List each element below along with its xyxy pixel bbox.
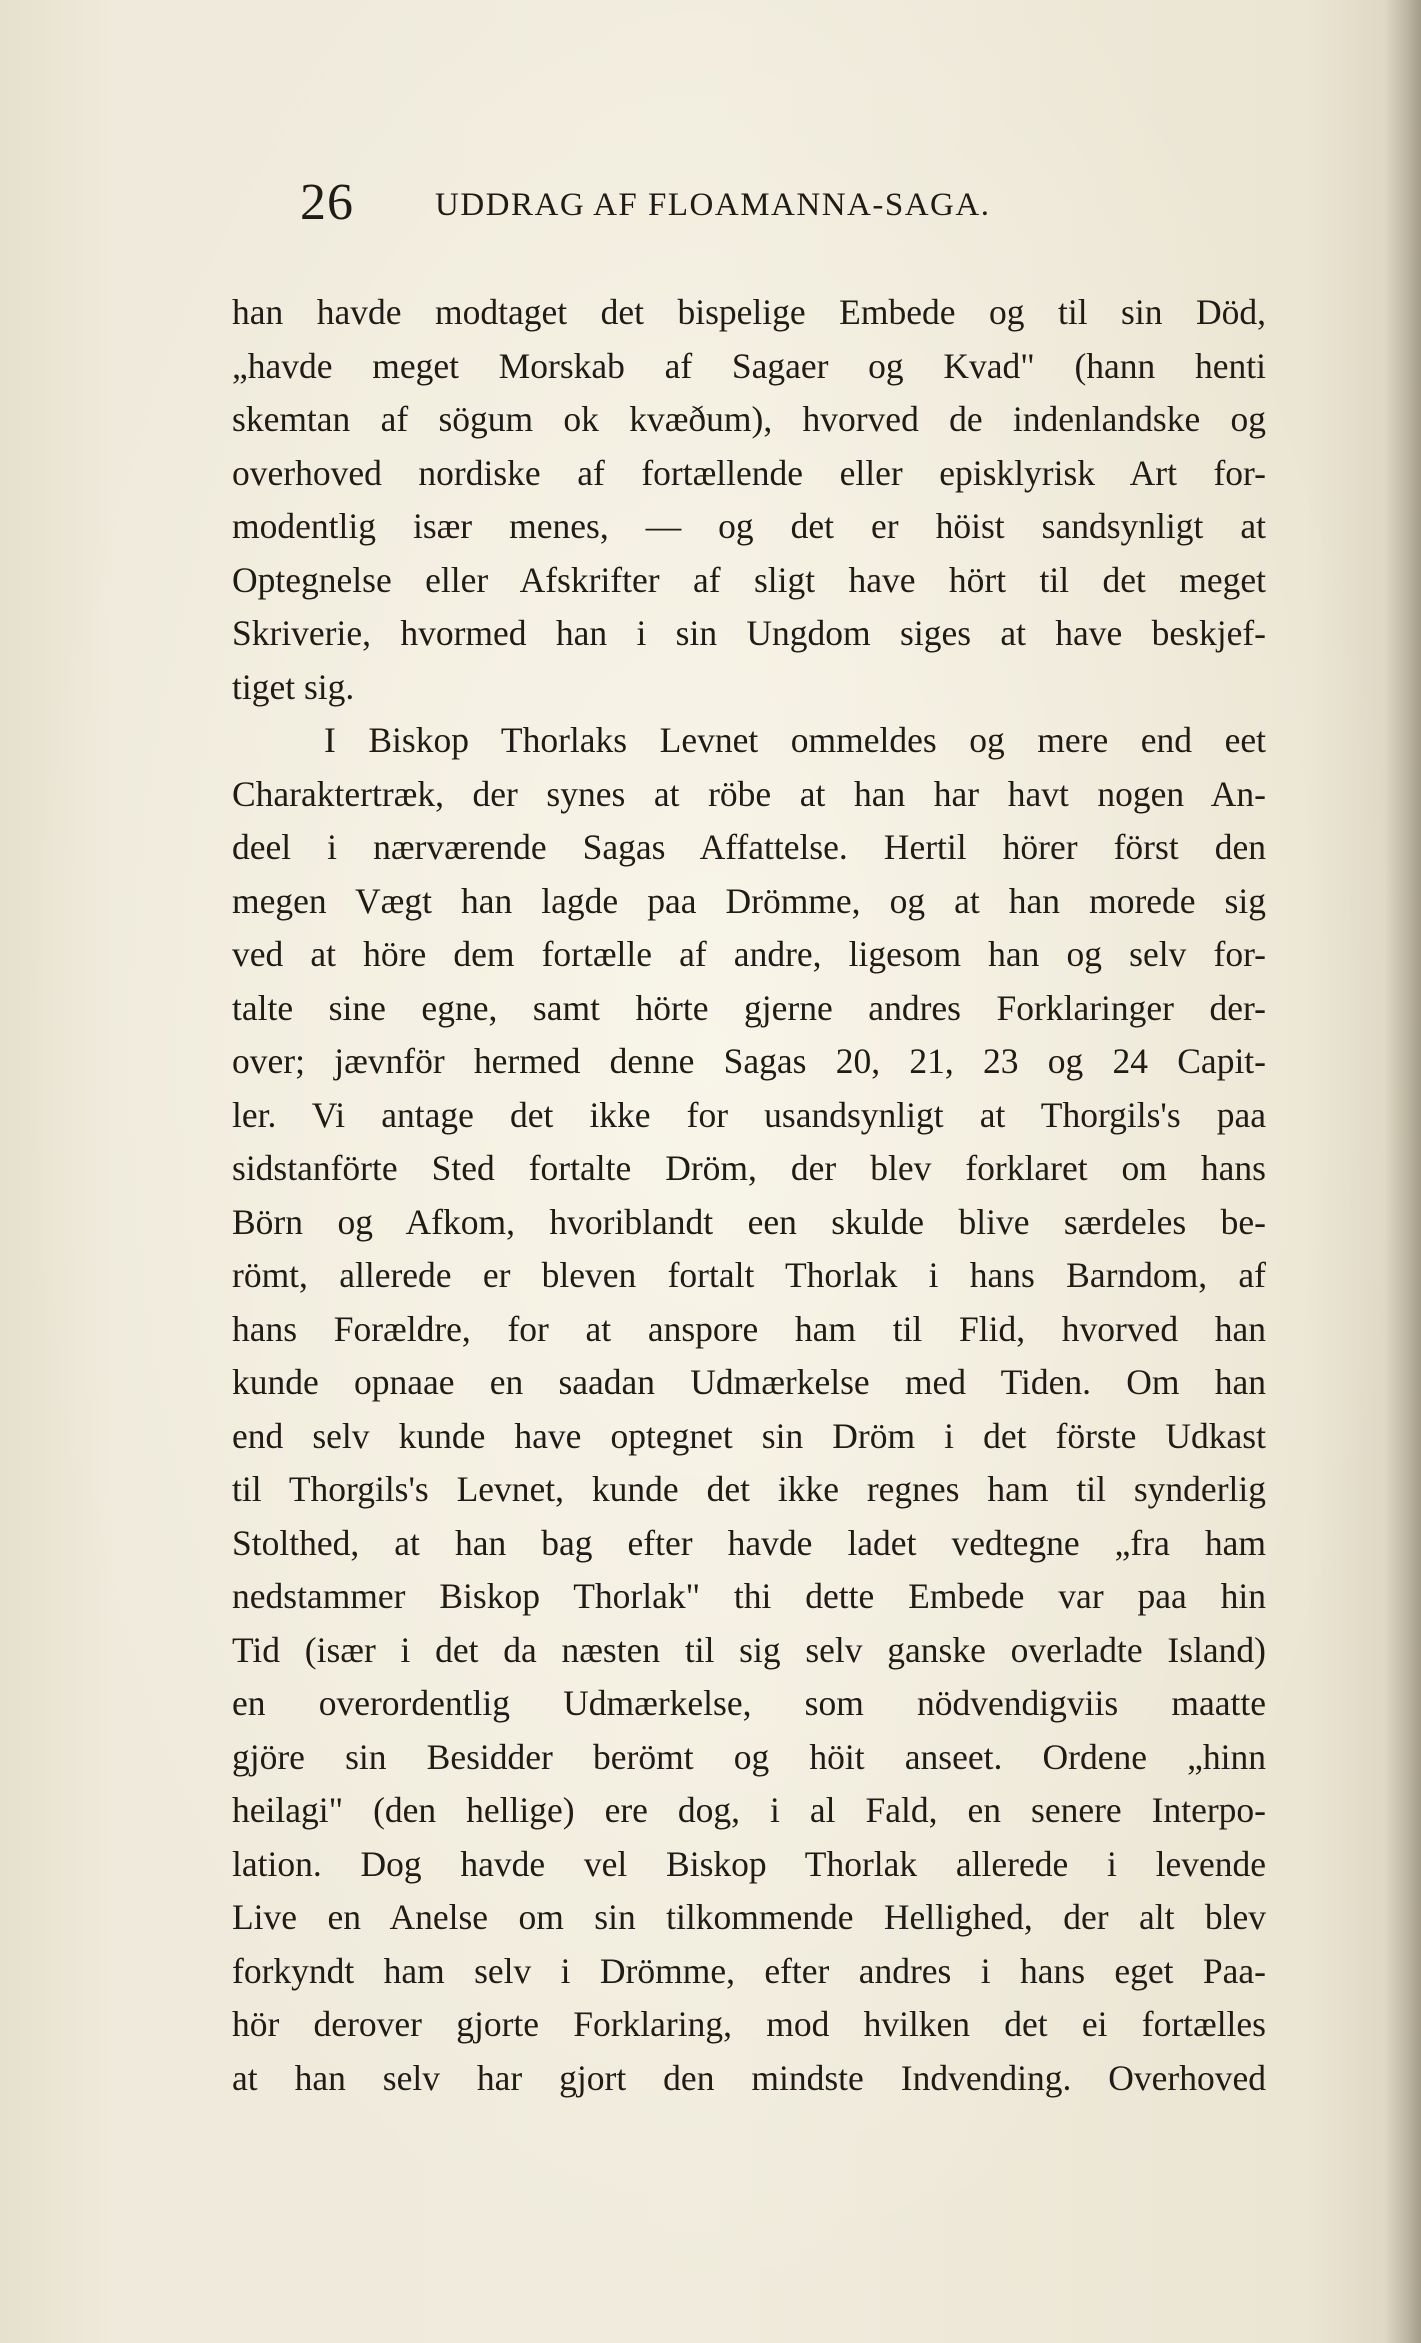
text-line: römt, allerede er bleven fortalt Thorlak i hans Barndom, af [232, 1255, 1266, 1295]
text-line: sidstanförte Sted fortalte Dröm, der blev forklaret om hans [232, 1148, 1266, 1188]
text-line: overhoved nordiske af fortællende eller episklyrisk Art for- [232, 452, 1266, 493]
text-line: heilagi" (den hellige) ere dog, i al Fald, en senere Interpo- [232, 1790, 1266, 1830]
page-header [300, 168, 1280, 238]
text-line: nedstammer Biskop Thorlak" thi dette Embede var paa hin [232, 1576, 1266, 1616]
text-line: han havde modtaget det bispelige Embede og til sin Död, [232, 292, 1266, 332]
text-line: Live en Anelse om sin tilkommende Hellighed, der alt blev [232, 1897, 1266, 1937]
text-line: lation. Dog havde vel Biskop Thorlak allerede i levende [232, 1843, 1266, 1884]
text-line: forkyndt ham selv i Drömme, efter andres i hans eget Paa- [232, 1950, 1266, 1991]
text-line: Charaktertræk, der synes at röbe at han har havt nogen An- [232, 773, 1266, 814]
text-line: gjöre sin Besidder berömt og höit anseet. Ordene „hinn [232, 1736, 1266, 1777]
running-title: UDDRAG AF FLOAMANNA-SAGA. [435, 187, 991, 223]
text-line: kunde opnaae en saadan Udmærkelse med Tiden. Om han [232, 1362, 1266, 1402]
text-line: Börn og Afkom, hvoriblandt een skulde blive særdeles be- [232, 1201, 1266, 1242]
text-line: hör derover gjorte Forklaring, mod hvilken det ei fortælles [232, 2004, 1266, 2044]
text-line: Skriverie, hvormed han i sin Ungdom siges at have beskjef- [232, 613, 1266, 653]
text-line: modentlig især menes, — og det er höist sandsynligt at [232, 506, 1266, 546]
text-line: deel i nærværende Sagas Affattelse. Hertil hörer först den [232, 827, 1266, 867]
text-line: I Biskop Thorlaks Levnet ommeldes og mere end eet [324, 720, 1266, 760]
text-line: over; jævnför hermed denne Sagas 20, 21, 23 og 24 Capit- [232, 1041, 1266, 1081]
text-line: hans Forældre, for at anspore ham til Flid, hvorved han [232, 1308, 1266, 1349]
text-line: end selv kunde have optegnet sin Dröm i det förste Udkast [232, 1415, 1266, 1456]
text-line: Tid (især i det da næsten til sig selv ganske overladte Island) [232, 1629, 1266, 1670]
text-line: talte sine egne, samt hörte gjerne andres Forklaringer der- [232, 987, 1266, 1028]
text-line: at han selv har gjort den mindste Indvending. Overhoved [232, 2057, 1266, 2098]
body-text [232, 286, 1266, 2105]
text-line: til Thorgils's Levnet, kunde det ikke regnes ham til synderlig [232, 1469, 1266, 1509]
text-line: „havde meget Morskab af Sagaer og Kvad" (hann henti [232, 345, 1266, 386]
text-line: ved at höre dem fortælle af andre, ligesom han og selv for- [232, 934, 1266, 974]
text-line: ler. Vi antage det ikke for usandsynligt at Thorgils's paa [232, 1094, 1266, 1135]
text-line: skemtan af sögum ok kvæðum), hvorved de indenlandske og [232, 399, 1266, 439]
text-line: Optegnelse eller Afskrifter af sligt have hört til det meget [232, 559, 1266, 600]
text-line: en overordentlig Udmærkelse, som nödvendigviis maatte [232, 1683, 1266, 1723]
text-line: tiget sig. [232, 666, 355, 707]
page-number: 26 [300, 174, 354, 231]
spine-shadow [1385, 0, 1421, 2343]
text-line: megen Vægt han lagde paa Drömme, og at han morede sig [232, 880, 1266, 921]
text-line: Stolthed, at han bag efter havde ladet vedtegne „fra ham [232, 1522, 1266, 1563]
